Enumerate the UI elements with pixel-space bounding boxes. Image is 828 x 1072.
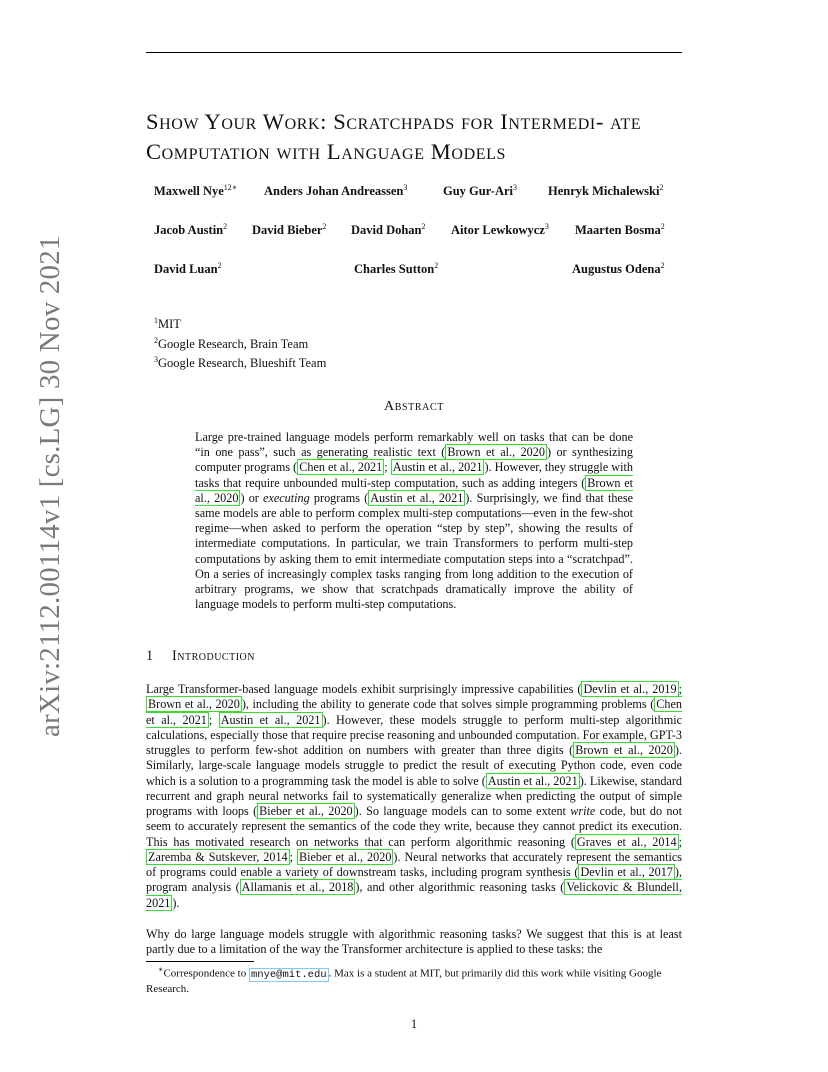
citation-link[interactable]: Zaremba & Sutskever, 2014 (148, 849, 288, 864)
citation-link[interactable]: Brown et al., 2020 (195, 475, 633, 505)
citation-link[interactable]: Chen et al., 2021 (146, 697, 682, 727)
affiliation: $^2$Google Research, Brain Team (154, 335, 309, 351)
citation-link[interactable]: Bieber et al., 2020 (299, 849, 392, 864)
email-link[interactable]: mnye@mit.edu (250, 968, 327, 981)
author: David Dohan$^2$ (351, 222, 426, 238)
citation-link[interactable]: Devlin et al., 2017 (580, 865, 673, 879)
citation-link[interactable]: Velickovic & Blundell, 2021 (146, 880, 682, 910)
citation-link[interactable]: Brown et al., 2020 (148, 697, 240, 712)
author: David Bieber$^2$ (252, 222, 327, 238)
affiliation: $^1$MIT (154, 316, 181, 332)
intro-paragraph-2: Why do large language models struggle with algorithmic reasoning tasks? We suggest that this is at least partly due to a limitation of the way the Transformer architecture is applied to these tasks: the (146, 927, 682, 957)
author: Aitor Lewkowycz$^3$ (451, 222, 549, 238)
section-number: 1 (146, 648, 154, 664)
abstract-text: Large pre-trained language models perform remarkably well on tasks that can be done “in one pass”, such as generating realistic text ( Brown et al., 2020 ) or synthesizing computer programs ( Chen et al., 2021 ; Austin et al., 2021 ). However, they struggle with tasks that require unbounded multi-step computation, such as adding integers ( Brown et al., 2020 ) or executing programs ( Austin et al., 2021 ). Surprisingly, we find that these same models are able to perform complex multi-step computations—even in the few-shot regime—when asked to perform the operation “step by step”, showing the results of intermediate computations. In particular, we train Transformers to perform multi-step computations by asking them to emit intermediate computation steps into a “scratchpad”. On a series of increasingly complex tasks ranging from long addition to the execution of arbitrary programs, we show that scratchpads dramatically improve the ability of language models to perform multi-step computations. (195, 430, 633, 612)
footnote: ∗Correspondence to mnye@mit.edu . Max is a student at MIT, but primarily did this work while visiting Google Research. (146, 965, 662, 995)
author: Augustus Odena$^2$ (572, 261, 665, 277)
citation-link[interactable]: Bieber et al., 2020 (259, 804, 353, 818)
author: Maxwell Nye$^{12∗}$ (154, 183, 238, 199)
citation-link[interactable]: Allamanis et al., 2018 (241, 880, 354, 895)
paper-title: Show Your Work: Scratchpads for Intermedi- ate Computation with Language Models (146, 109, 642, 164)
header-rule (146, 52, 682, 53)
section-heading (146, 648, 255, 665)
intro-paragraph-1: Large Transformer-based language models exhibit surprisingly impressive capabilities ( Devlin et al., 2019 ; Brown et al., 2020 ), including the ability to generate code that solves simple programming problems ( Chen et al., 2021 ; Austin et al., 2021 ). However, these models struggle to perform multi-step algorithmic calculations, especially those that require precise reasoning and unbounded computation. For example, GPT-3 struggles to perform few-shot addition on numbers with greater than three digits ( Brown et al., 2020 ). Similarly, large-scale language models struggle to predict the result of executing Python code, even code which is a solution to a programming task the model is able to solve ( Austin et al., 2021 ). Likewise, standard recurrent and graph neural networks fail to systematically generalize when predicting the output of simple programs with loops ( Bieber et al., 2020 ). So language models can to some extent write code, but do not seem to accurately represent the semantics of the code they write, because they cannot predict its execution. This has motivated research on networks that can perform algorithmic reasoning ( Graves et al., 2014 ; Zaremba & Sutskever, 2014 ; Bieber et al., 2020 ). Neural networks that accurately represent the semantics of programs could enable a variety of downstream tasks, including program synthesis ( Devlin et al., 2017 ), program analysis ( Allamanis et al., 2018 ), and other algorithmic reasoning tasks ( Velickovic & Blundell, 2021 ). (146, 682, 683, 910)
citation-link[interactable]: Graves et al., 2014 (576, 834, 677, 849)
author-row-1 (154, 183, 237, 199)
arxiv-sidebar-stamp: arXiv:2112.00114v1 [cs.LG] 30 Nov 2021 (34, 235, 66, 737)
citation-link[interactable]: Chen et al., 2021 (299, 460, 383, 475)
affiliation: $^3$Google Research, Blueshift Team (154, 355, 327, 371)
citation-link[interactable]: Austin et al., 2021 (487, 773, 578, 788)
author: Jacob Austin$^2$ (154, 222, 228, 238)
citation-link[interactable]: Devlin et al., 2019 (583, 682, 677, 696)
author: Charles Sutton$^2$ (354, 261, 439, 277)
author: Henryk Michalewski$^2$ (548, 183, 664, 199)
abstract-heading: Abstract (384, 399, 444, 414)
citation-link[interactable]: Brown et al., 2020 (447, 445, 545, 460)
page-number: 1 (410, 1017, 418, 1031)
citation-link[interactable]: Austin et al., 2021 (220, 712, 321, 727)
footnote-rule (146, 961, 254, 962)
citation-link[interactable]: Austin et al., 2021 (370, 490, 464, 505)
citation-link[interactable]: Brown et al., 2020 (575, 743, 673, 757)
citation-link[interactable]: Austin et al., 2021 (392, 460, 483, 475)
section-title: Introduction (172, 648, 255, 664)
author: Maarten Bosma$^2$ (575, 222, 665, 238)
author: Guy Gur-Ari$^3$ (443, 183, 518, 199)
affiliations (154, 313, 326, 372)
author: Anders Johan Andreassen$^3$ (264, 183, 408, 199)
author: David Luan$^2$ (154, 261, 222, 277)
